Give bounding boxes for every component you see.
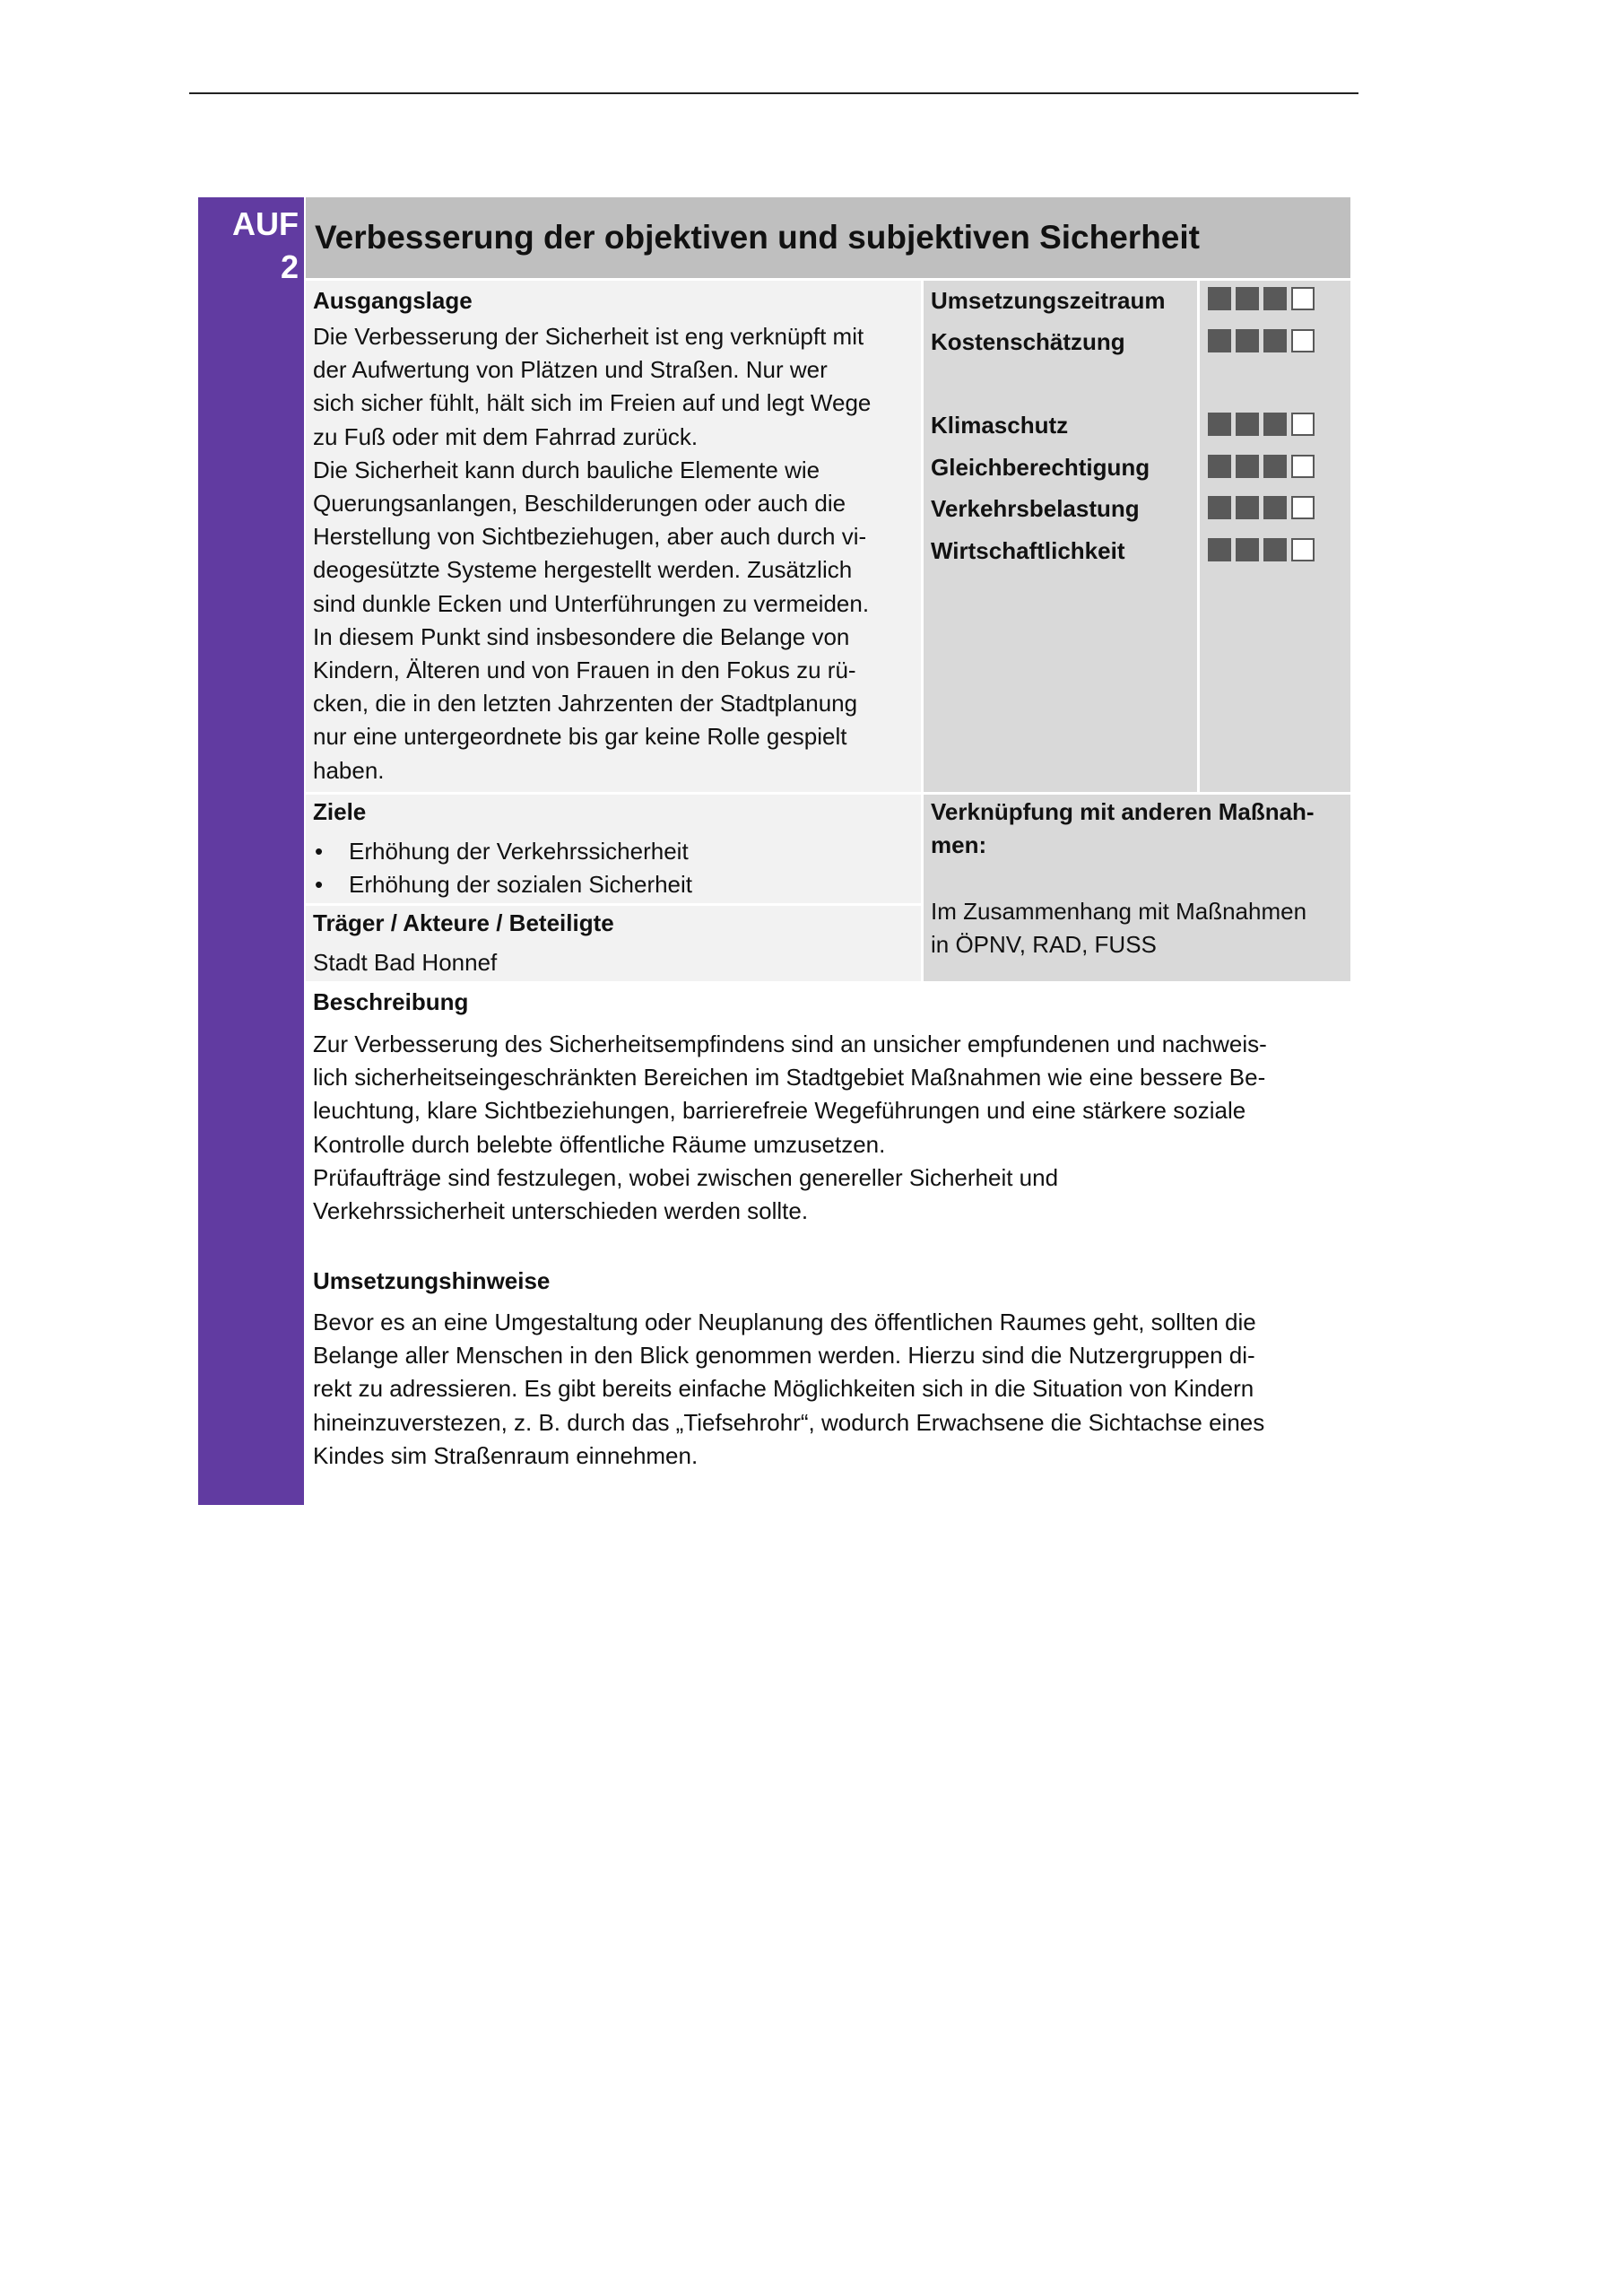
rating-kostenschaetzung xyxy=(1208,329,1315,352)
text-line: rekt zu adressieren. Es gibt bereits einfache Möglichkeiten sich in die Situation von Kindern xyxy=(313,1375,1254,1403)
text-line: deogesützte Systeme hergestellt werden. Zusätzlich xyxy=(313,556,853,584)
rating-square-filled xyxy=(1263,455,1287,478)
text-line: leuchtung, klare Sichtbeziehungen, barrierefreie Wegeführungen und eine stärkere soziale xyxy=(313,1097,1246,1125)
text-line: Die Sicherheit kann durch bauliche Elemente wie xyxy=(313,456,820,483)
rating-square-filled xyxy=(1236,538,1259,561)
list-item: • Erhöhung der sozialen Sicherheit xyxy=(313,868,692,901)
text-line: Belange aller Menschen in den Blick genommen werden. Hierzu sind die Nutzergruppen di- xyxy=(313,1342,1255,1370)
text-line: nur eine untergeordnete bis gar keine Rolle gespielt xyxy=(313,723,847,751)
rating-square-filled xyxy=(1236,329,1259,352)
text-line: lich sicherheitseingeschränkten Bereichen im Stadtgebiet Maßnahmen wie eine bessere Be- xyxy=(313,1064,1266,1091)
measure-code xyxy=(232,203,299,289)
text-line: Im Zusammenhang mit Maßnahmen xyxy=(931,898,1307,925)
umsetzung-heading: Umsetzungshinweise xyxy=(313,1267,551,1294)
text-line: Zur Verbesserung des Sicherheitsempfindens sind an unsicher empfundenen und nachweis- xyxy=(313,1031,1267,1057)
ausgangslage-heading: Ausgangslage xyxy=(313,287,473,314)
rating-square-empty xyxy=(1291,413,1315,436)
text-line: Kindes sim Straßenraum einnehmen. xyxy=(313,1441,699,1469)
rating-klimaschutz xyxy=(1208,413,1315,436)
rating-square-empty xyxy=(1291,538,1315,561)
rating-square-filled xyxy=(1208,538,1231,561)
traeger-heading: Träger / Akteure / Beteiligte xyxy=(313,909,614,936)
rating-wirtschaftlichkeit xyxy=(1208,538,1315,561)
text-line: Kontrolle durch belebte öffentliche Räume umzusetzen. xyxy=(313,1130,886,1158)
list-item: • Erhöhung der Verkehrssicherheit xyxy=(313,835,692,868)
title-bar xyxy=(306,197,1350,278)
text-line: In diesem Punkt sind insbesondere die Belange von xyxy=(313,622,850,650)
header-rule xyxy=(189,92,1358,94)
rating-square-filled xyxy=(1236,496,1259,519)
ziele-heading: Ziele xyxy=(313,798,367,825)
rating-square-filled xyxy=(1208,329,1231,352)
text-line: zu Fuß oder mit dem Fahrrad zurück. xyxy=(313,422,699,450)
criteria-panel xyxy=(924,281,1197,792)
ziele-list xyxy=(313,835,692,901)
text-line: der Aufwertung von Plätzen und Straßen. Nur wer xyxy=(313,356,828,384)
text-line: Bevor es an eine Umgestaltung oder Neuplanung des öffentlichen Raumes geht, sollten die xyxy=(313,1309,1256,1335)
verknuepfung-heading xyxy=(931,796,1315,862)
text-line: Stadt Bad Honnef xyxy=(313,949,498,976)
ziele-panel xyxy=(306,795,921,903)
heading-line: Verknüpfung mit anderen Maßnah- xyxy=(931,798,1315,825)
text-line: sind dunkle Ecken und Unterführungen zu vermeiden. xyxy=(313,589,870,617)
text-line: Prüfaufträge sind festzulegen, wobei zwischen genereller Sicherheit und xyxy=(313,1163,1059,1191)
traeger-text xyxy=(313,946,497,979)
ausgangslage-text xyxy=(313,320,871,787)
text-line: in ÖPNV, RAD, FUSS xyxy=(931,931,1157,959)
rating-square-filled xyxy=(1236,287,1259,310)
rating-verkehrsbelastung xyxy=(1208,496,1315,519)
text-line: Die Verbesserung der Sicherheit ist eng verknüpft mit xyxy=(313,323,864,350)
rating-square-filled xyxy=(1263,496,1287,519)
rating-square-empty xyxy=(1291,455,1315,478)
verknuepfung-panel xyxy=(924,795,1350,981)
rating-square-filled xyxy=(1236,413,1259,436)
text-line: Herstellung von Sichtbeziehugen, aber auch durch vi- xyxy=(313,523,867,551)
rating-square-empty xyxy=(1291,496,1315,519)
text-line: cken, die in den letzten Jahrzenten der Stadtplanung xyxy=(313,690,858,718)
ratings-panel xyxy=(1200,281,1350,792)
rating-square-filled xyxy=(1208,413,1231,436)
text-line: Kindern, Älteren und von Frauen in den Fokus zu rü- xyxy=(313,657,856,684)
rating-square-filled xyxy=(1208,496,1231,519)
measure-code-number: 2 xyxy=(280,248,299,285)
umsetzung-text xyxy=(313,1306,1264,1473)
criterion-label-klimaschutz: Klimaschutz xyxy=(931,412,1069,439)
criterion-label-verkehrsbelastung: Verkehrsbelastung xyxy=(931,495,1140,522)
text-line: hineinzuverstezen, z. B. durch das „Tiefsehrohr“, wodurch Erwachsene die Sichtachse eines xyxy=(313,1408,1265,1436)
criterion-label-kostenschaetzung: Kostenschätzung xyxy=(931,328,1125,355)
text-line: Querungsanlangen, Beschilderungen oder auch die xyxy=(313,490,846,517)
criterion-label-umsetzungszeitraum: Umsetzungszeitraum xyxy=(931,287,1166,314)
text-line: Verkehrssicherheit unterschieden werden sollte. xyxy=(313,1197,809,1225)
rating-square-filled xyxy=(1263,329,1287,352)
measure-code-prefix: AUF xyxy=(232,205,299,242)
verknuepfung-text xyxy=(931,895,1306,961)
text-line: haben. xyxy=(313,756,385,784)
measure-title: Verbesserung der objektiven und subjektiven Sicherheit xyxy=(315,219,1200,256)
text-line: sich sicher fühlt, hält sich im Freien auf und legt Wege xyxy=(313,389,872,417)
rating-square-filled xyxy=(1263,287,1287,310)
rating-square-empty xyxy=(1291,287,1315,310)
ausgangslage-panel xyxy=(306,281,921,792)
rating-square-empty xyxy=(1291,329,1315,352)
rating-square-filled xyxy=(1263,538,1287,561)
traeger-panel xyxy=(306,906,921,981)
beschreibung-heading: Beschreibung xyxy=(313,988,469,1015)
rating-square-filled xyxy=(1236,455,1259,478)
heading-line: men: xyxy=(931,831,987,858)
rating-square-filled xyxy=(1208,287,1231,310)
rating-square-filled xyxy=(1208,455,1231,478)
rating-gleichberechtigung xyxy=(1208,455,1315,478)
beschreibung-text xyxy=(313,1028,1267,1228)
rating-square-filled xyxy=(1263,413,1287,436)
measure-code-band xyxy=(198,197,304,1505)
criterion-label-gleichberechtigung: Gleichberechtigung xyxy=(931,454,1150,481)
rating-umsetzungszeitraum xyxy=(1208,287,1315,310)
criterion-label-wirtschaftlichkeit: Wirtschaftlichkeit xyxy=(931,537,1125,564)
